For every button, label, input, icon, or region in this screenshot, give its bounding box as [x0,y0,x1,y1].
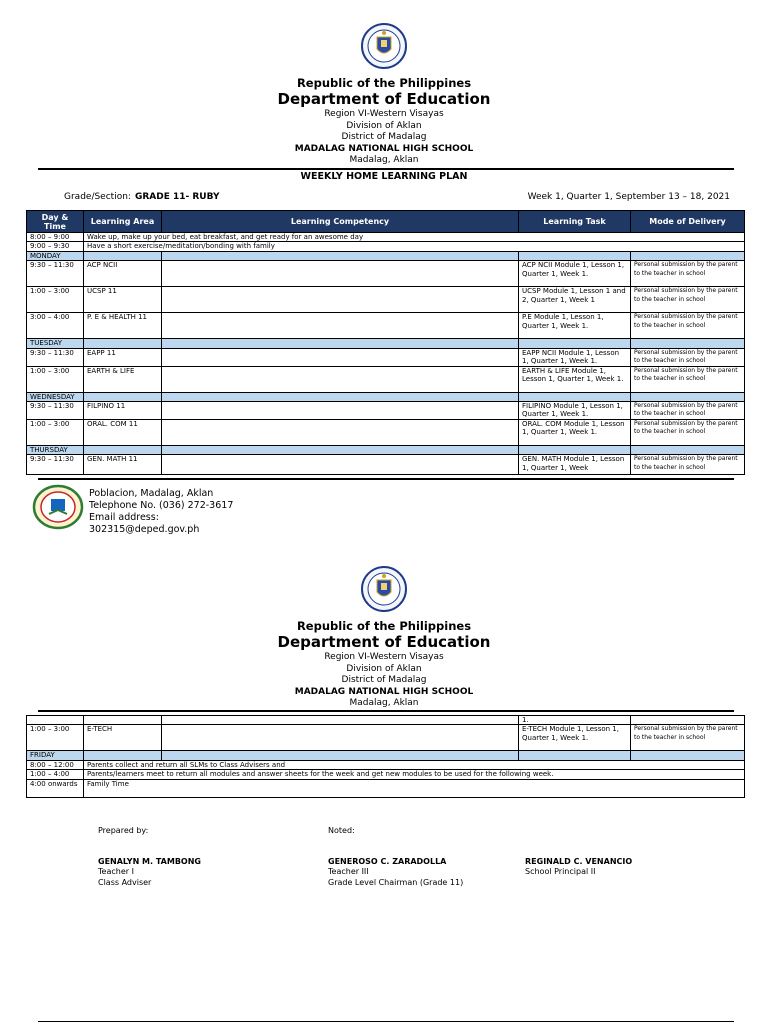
learning-plan-table-continued [26,715,745,798]
competency-cell [162,420,519,446]
table-row [27,242,745,251]
table-row [27,779,745,797]
grade-value: GRADE 11- RUBY [134,192,220,202]
grade-label: Grade/Section: [64,192,131,202]
school-name: MADALAG NATIONAL HIGH SCHOOL [294,143,474,154]
col-mode-of-delivery: Mode of Delivery [631,211,745,233]
competency-cell [162,402,519,420]
competency-cell [162,366,519,392]
school-logo-icon [32,484,84,530]
delivery-cell: Personal submission by the parent to the teacher in school [631,261,745,287]
division-text: Division of Aklan [346,120,422,131]
day-label: THURSDAY [27,446,84,455]
header-divider [38,168,734,170]
competency-cell [162,313,519,339]
page-bottom-divider [38,1021,734,1022]
signatory-name: REGINALD C. VENANCIO [525,857,633,866]
table-row [27,402,745,420]
republic-title: Republic of the Philippines [296,619,472,633]
header-divider-page2 [38,710,734,712]
letterhead-page2 [0,565,768,710]
deped-seal-icon [360,22,408,70]
table-row [27,716,745,725]
activity-cell: Parents/learners meet to return all modules and answer sheets for the week and get new modules to be used for the following week. [84,770,745,779]
competency-cell [162,287,519,313]
task-cell: EARTH & LIFE Module 1, Lesson 1, Quarter 1, Week 1. [519,366,631,392]
footer-address: Poblacion, Madalag, Aklan [89,488,214,499]
task-cell: ACP NCII Module 1, Lesson 1, Quarter 1, Week 1. [519,261,631,287]
table-row [27,348,745,366]
area-cell: ACP NCII [84,261,162,287]
competency-cell [162,455,519,475]
time-cell: 1:00 – 3:00 [27,420,84,446]
col-day-time: Day & Time [27,211,84,233]
area-cell: EAPP 11 [84,348,162,366]
delivery-cell: Personal submission by the parent to the teacher in school [631,725,745,751]
deped-seal-icon [360,565,408,613]
delivery-cell: Personal submission by the parent to the teacher in school [631,402,745,420]
signatory-name: GENEROSO C. ZARADOLLA [328,857,447,866]
department-title: Department of Education [277,90,491,108]
time-cell: 1:00 – 3:00 [27,287,84,313]
task-cell: GEN. MATH Module 1, Lesson 1, Quarter 1, Week [519,455,631,475]
plan-title: WEEKLY HOME LEARNING PLAN [300,171,468,182]
col-learning-area: Learning Area [84,211,162,233]
area-cell: E-TECH [84,725,162,751]
task-cell: FILIPINO Module 1, Lesson 1, Quarter 1, Week 1. [519,402,631,420]
table-row [27,233,745,242]
region-text: Region VI-Western Visayas [324,652,444,662]
competency-cell [162,725,519,751]
prepared-by-label: Prepared by: [98,826,149,835]
department-title: Department of Education [277,633,491,651]
table-row [27,770,745,779]
time-cell: 8:00 – 12:00 [27,760,84,769]
signatory-title: Teacher I Class Adviser [98,867,152,887]
table-row [27,455,745,475]
table-header-row [27,211,745,233]
activity-cell: Family Time [84,779,745,797]
delivery-cell: Personal submission by the parent to the teacher in school [631,313,745,339]
footer-email-label: Email address: [89,512,159,523]
col-learning-competency: Learning Competency [162,211,519,233]
time-cell: 9:30 – 11:30 [27,455,84,475]
task-cell: E-TECH Module 1, Lesson 1, Quarter 1, Week 1. [519,725,631,751]
area-cell: ORAL. COM 11 [84,420,162,446]
delivery-cell: Personal submission by the parent to the teacher in school [631,348,745,366]
task-cell: P.E Module 1, Lesson 1, Quarter 1, Week 1. [519,313,631,339]
task-cell: EAPP NCII Module 1, Lesson 1, Quarter 1, Week 1. [519,348,631,366]
delivery-cell: Personal submission by the parent to the teacher in school [631,420,745,446]
time-cell: 9:30 – 11:30 [27,261,84,287]
area-cell: UCSP 11 [84,287,162,313]
signatory-title: School Principal II [525,867,596,876]
task-cell: 1. [519,716,631,725]
letterhead [0,22,768,167]
time-cell: 8:00 – 9:00 [27,233,84,242]
footer-contact [89,488,234,535]
day-row-tuesday [27,339,745,348]
time-cell: 1:00 – 3:00 [27,366,84,392]
footer-telephone: Telephone No. (036) 272-3617 [89,500,234,511]
district-text: District of Madalag [341,132,427,142]
footer-divider [38,478,734,480]
col-learning-task: Learning Task [519,211,631,233]
grade-section [64,192,220,202]
day-label: TUESDAY [27,339,84,348]
time-cell: 9:30 – 11:30 [27,402,84,420]
day-row-monday [27,251,745,260]
region-text: Region VI-Western Visayas [324,109,444,119]
time-cell: 1:00 – 3:00 [27,725,84,751]
day-label: FRIDAY [27,751,84,760]
table-row [27,420,745,446]
activity-cell: Have a short exercise/meditation/bonding with family [84,242,745,251]
day-label: MONDAY [27,251,84,260]
time-cell: 1:00 – 4:00 [27,770,84,779]
footer-email: 302315@deped.gov.ph [89,524,200,535]
school-name: MADALAG NATIONAL HIGH SCHOOL [294,686,474,697]
delivery-cell: Personal submission by the parent to the teacher in school [631,455,745,475]
day-row-wednesday [27,392,745,401]
competency-cell [162,261,519,287]
area-cell: EARTH & LIFE [84,366,162,392]
division-text: Division of Aklan [346,663,422,674]
table-row [27,261,745,287]
time-cell: 9:00 – 9:30 [27,242,84,251]
competency-cell [162,348,519,366]
signatory-title: Teacher III Grade Level Chairman (Grade 11) [328,867,464,887]
town-text: Madalag, Aklan [349,698,419,708]
task-cell: ORAL. COM Module 1, Lesson 1, Quarter 1, Week 1. [519,420,631,446]
delivery-cell: Personal submission by the parent to the teacher in school [631,366,745,392]
time-cell: 3:00 – 4:00 [27,313,84,339]
noted-label: Noted: [328,826,355,835]
time-cell: 4:00 onwards [27,779,84,797]
day-label: WEDNESDAY [27,392,84,401]
table-row [27,760,745,769]
activity-cell: Wake up, make up your bed, eat breakfast, and get ready for an awesome day [84,233,745,242]
area-cell: P. E & HEALTH 11 [84,313,162,339]
district-text: District of Madalag [341,675,427,685]
table-row [27,313,745,339]
signatory-name: GENALYN M. TAMBONG [98,857,201,866]
day-row-thursday [27,446,745,455]
area-cell: FILPINO 11 [84,402,162,420]
table-row [27,287,745,313]
activity-cell: Parents collect and return all SLMs to Class Advisers and [84,760,745,769]
town-text: Madalag, Aklan [349,155,419,165]
table-row [27,366,745,392]
table-row [27,725,745,751]
republic-title: Republic of the Philippines [296,76,472,90]
delivery-cell: Personal submission by the parent to the teacher in school [631,287,745,313]
task-cell: UCSP Module 1, Lesson 1 and 2, Quarter 1, Week 1 [519,287,631,313]
learning-plan-table [26,210,745,475]
time-cell: 9:30 – 11:30 [27,348,84,366]
week-info: Week 1, Quarter 1, September 13 – 18, 2021 [527,192,730,202]
day-row-friday [27,751,745,760]
area-cell: GEN. MATH 11 [84,455,162,475]
